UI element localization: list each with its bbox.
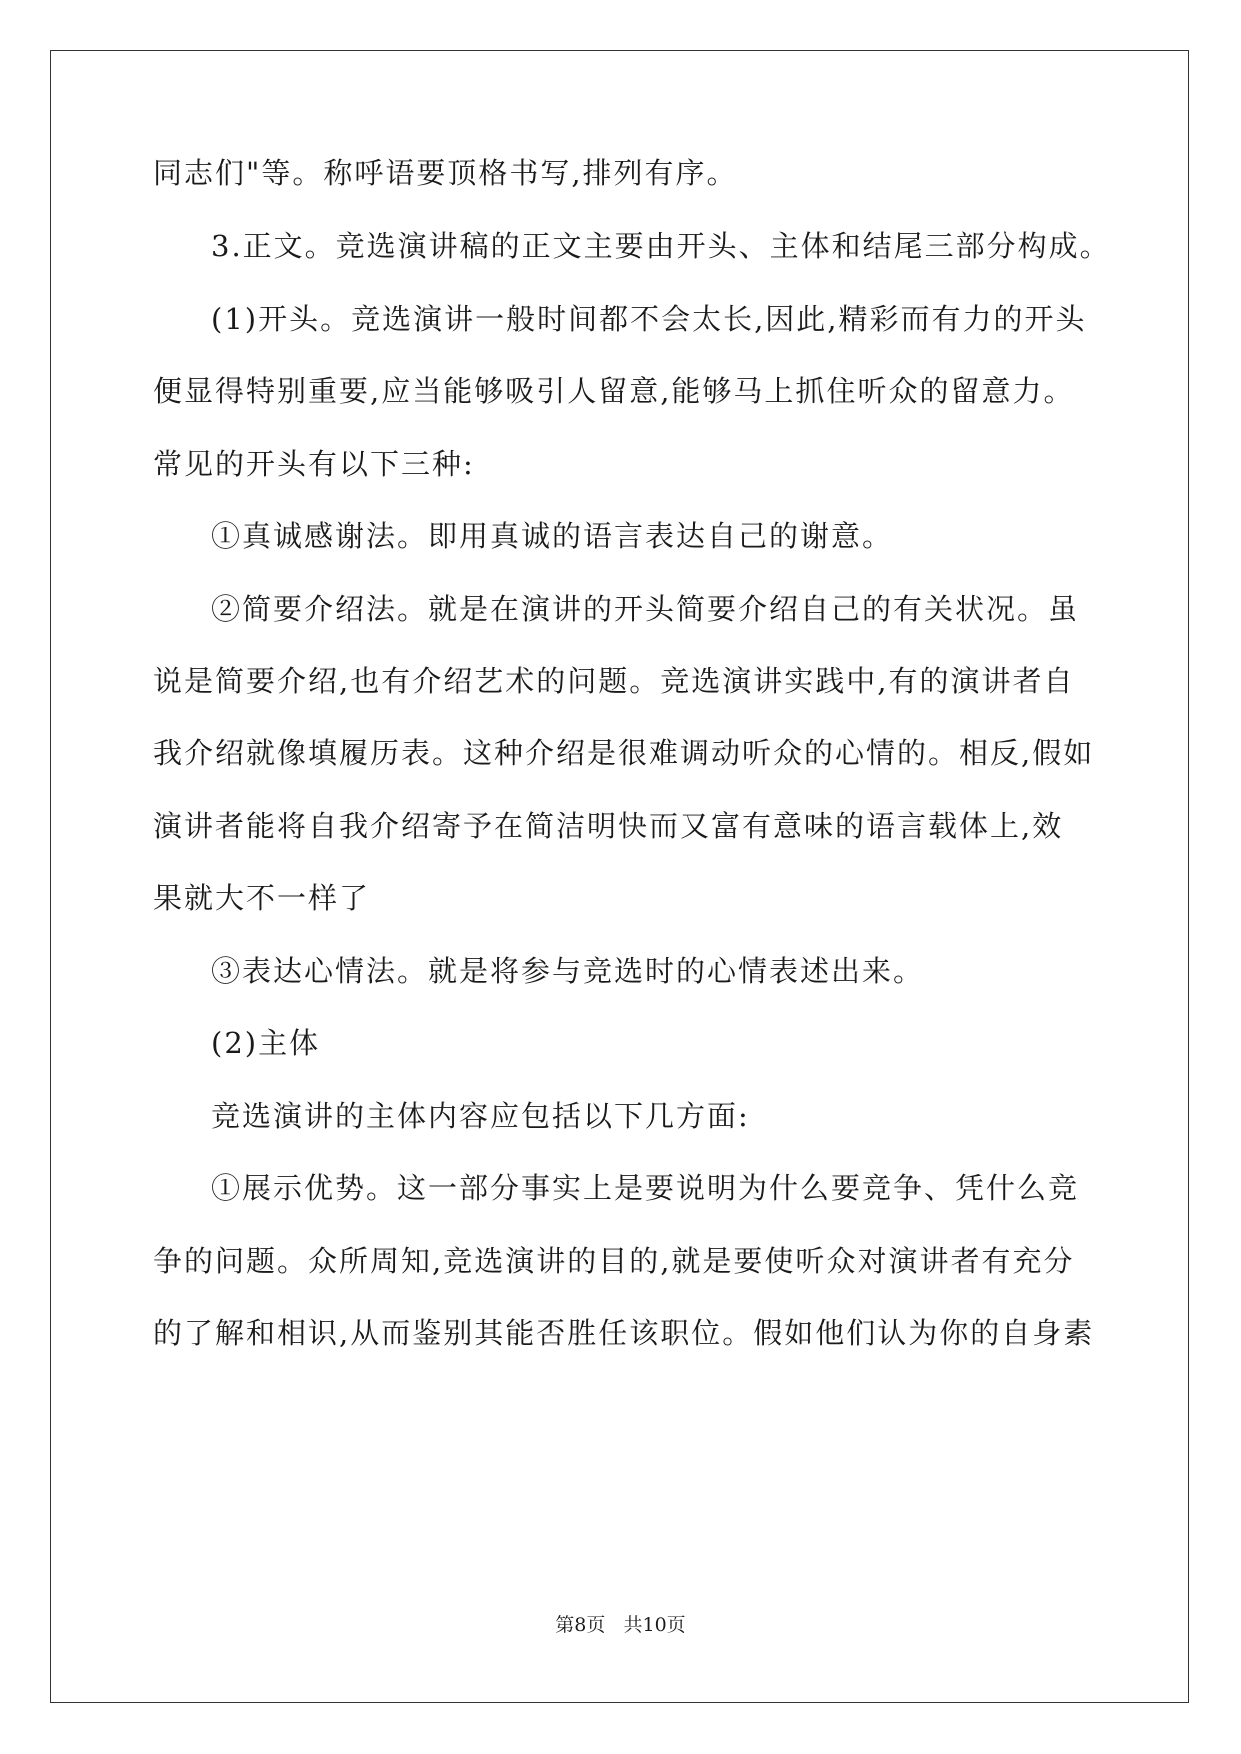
text-line: 同志们"等。称呼语要顶格书写,排列有序。 xyxy=(153,156,738,190)
text-line: ②简要介绍法。就是在演讲的开头简要介绍自己的有关状况。虽 xyxy=(211,592,1080,626)
page-number-footer: 第8页 共10页 xyxy=(555,1614,686,1636)
text-line: 常见的开头有以下三种: xyxy=(153,447,475,481)
text-line: 我介绍就像填履历表。这种介绍是很难调动听众的心情的。相反,假如 xyxy=(153,736,1095,770)
text-line: 竞选演讲的主体内容应包括以下几方面: xyxy=(211,1099,750,1133)
text-line: ③表达心情法。就是将参与竞选时的心情表述出来。 xyxy=(211,954,925,988)
text-line: 说是简要介绍,也有介绍艺术的问题。竞选演讲实践中,有的演讲者自 xyxy=(153,664,1075,698)
text-line: ①真诚感谢法。即用真诚的语言表达自己的谢意。 xyxy=(211,519,894,553)
text-line: ①展示优势。这一部分事实上是要说明为什么要竞争、凭什么竞 xyxy=(211,1171,1080,1205)
text-line: 便显得特别重要,应当能够吸引人留意,能够马上抓住听众的留意力。 xyxy=(153,374,1075,408)
text-line: (2)主体 xyxy=(211,1026,321,1060)
text-line: 演讲者能将自我介绍寄予在简洁明快而又富有意味的语言载体上,效 xyxy=(153,809,1064,843)
text-line: (1)开头。竞选演讲一般时间都不会太长,因此,精彩而有力的开头 xyxy=(211,302,1087,336)
text-line: 的了解和相识,从而鉴别其能否胜任该职位。假如他们认为你的自身素 xyxy=(153,1316,1095,1350)
text-line: 3.正文。竞选演讲稿的正文主要由开头、主体和结尾三部分构成。 xyxy=(211,229,1111,263)
text-line: 果就大不一样了 xyxy=(153,881,371,915)
page-border xyxy=(50,50,1189,1703)
text-line: 争的问题。众所周知,竞选演讲的目的,就是要使听众对演讲者有充分 xyxy=(153,1244,1075,1278)
